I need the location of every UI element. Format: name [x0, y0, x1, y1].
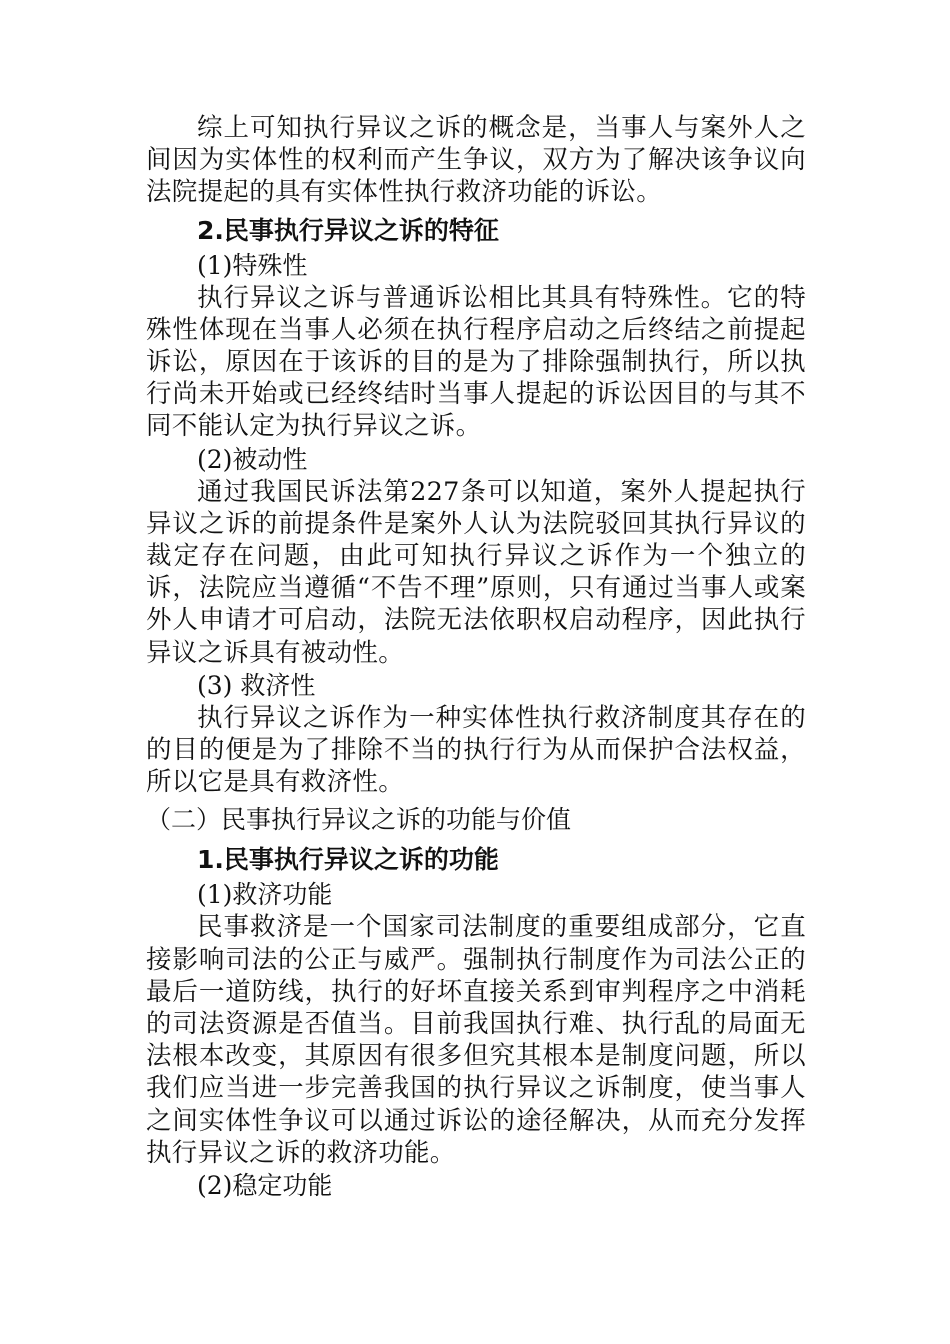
paragraph-concept-summary: 综上可知执行异议之诉的概念是，当事人与案外人之间因为实体性的权利而产生争议，双方为了解决该争议向法院提起的具有实体性执行救济功能的诉讼。	[146, 113, 806, 208]
subheading-passivity: (2)被动性	[197, 444, 308, 474]
paragraph-relief-function: 民事救济是一个国家司法制度的重要组成部分，它直接影响司法的公正与威严。强制执行制度作为司法公正的最后一道防线，执行的好坏直接关系到审判程序之中消耗的司法资源是否值当。目前我国执行难、执行乱的局面无法根本改变，其原因有很多但究其根本是制度问题，所以我们应当进一步完善我国的执行异议之诉制度，使当事人之间实体性争议可以通过诉讼的途径解决，从而充分发挥执行异议之诉的救济功能。	[146, 912, 806, 1168]
subheading-stability-function: (2)稳定功能	[197, 1171, 333, 1201]
subheading-specialty: (1)特殊性	[197, 250, 308, 280]
paragraph-passivity: 通过我国民诉法第227条可以知道，案外人提起执行异议之诉的前提条件是案外人认为法院驳回其执行异议的裁定存在问题，由此可知执行异议之诉作为一个独立的诉，法院应当遵循“不告不理”原则，只有通过当事人或案外人申请才可启动，法院无法依职权启动程序，因此执行异议之诉具有被动性。	[146, 476, 806, 668]
subheading-relief: (3) 救济性	[197, 670, 316, 700]
heading-functions: 1.民事执行异议之诉的功能	[197, 845, 499, 875]
heading-features: 2.民事执行异议之诉的特征	[197, 215, 499, 245]
paragraph-specialty: 执行异议之诉与普通诉讼相比其具有特殊性。它的特殊性体现在当事人必须在执行程序启动之后终结之前提起诉讼，原因在于该诉的目的是为了排除强制执行，所以执行尚未开始或已经终结时当事人提起的诉讼因目的与其不同不能认定为执行异议之诉。	[146, 282, 806, 442]
paragraph-relief: 执行异议之诉作为一种实体性执行救济制度其存在的的目的便是为了排除不当的执行行为从而保护合法权益，所以它是具有救济性。	[146, 702, 806, 798]
subheading-relief-function: (1)救济功能	[197, 880, 333, 910]
document-page	[146, 112, 806, 1202]
heading-section-two: （二）民事执行异议之诉的功能与价值	[146, 805, 572, 835]
